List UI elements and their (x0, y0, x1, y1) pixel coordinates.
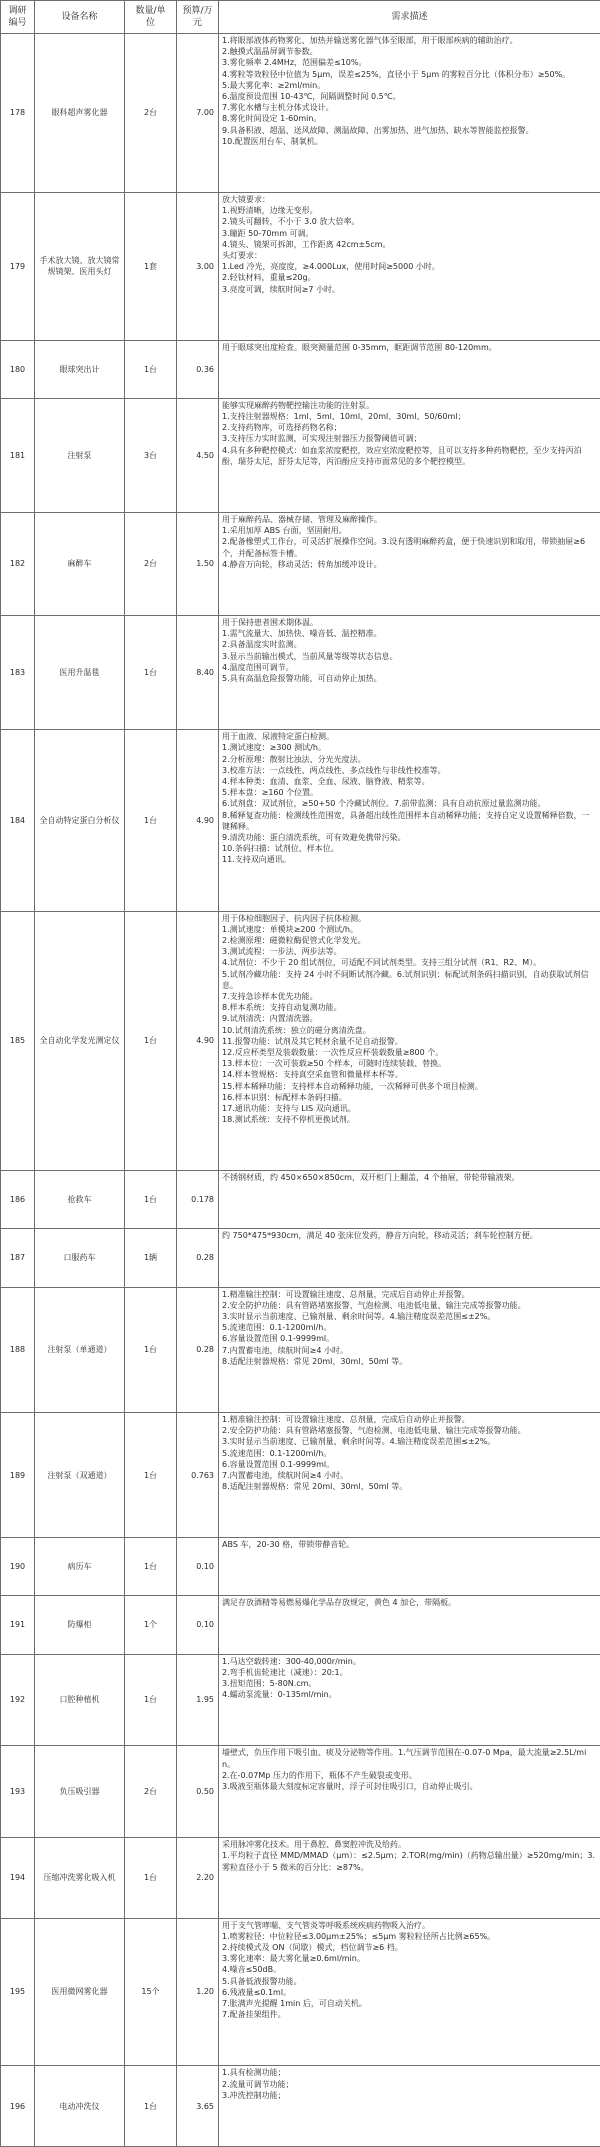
cell-qty: 1个 (125, 1596, 177, 1654)
cell-name: 医用升温毯 (35, 615, 125, 729)
desc-line: 3.冲洗控制功能； (222, 2090, 286, 2100)
cell-name: 口服药车 (35, 1229, 125, 1287)
desc-line: 3.支持压力实时监测，可实现注射器压力报警阈值可调； (222, 434, 422, 444)
cell-desc (219, 192, 600, 340)
cell-id: 192 (1, 1654, 35, 1746)
cell-id: 181 (1, 398, 35, 512)
cell-desc (219, 1918, 600, 2066)
cell-qty: 1台 (125, 615, 177, 729)
cell-id: 180 (1, 340, 35, 398)
desc-line: 3.显示当前输出模式，当前风量等级等状态信息。 (222, 651, 398, 661)
table-row (1, 1229, 600, 1287)
cell-name: 病历车 (35, 1538, 125, 1596)
desc-line: 7.内置蓄电池，续航时间≥4 小时。 (222, 1470, 348, 1480)
cell-desc (219, 1596, 600, 1654)
desc-line: 2.轻钛材料，重量≤20g。 (222, 273, 316, 283)
desc-line: 10.配置医用台车、制氧机。 (222, 136, 323, 146)
desc-line: 2.支持药物库，可选择药物名称； (222, 423, 342, 433)
cell-id: 186 (1, 1171, 35, 1229)
desc-line: 3.吸液至瓶体最大刻度标定容量时，浮子可封住吸引口，自动停止吸引。 (222, 1781, 478, 1791)
cell-desc (219, 1412, 600, 1537)
desc-line: 2.流量可调节功能； (222, 2079, 294, 2089)
desc-line: 用于体检细胞因子、抗内因子抗体检测。 (222, 913, 366, 923)
desc-line: 3.雾化速率：最大雾化量≥0.6ml/min。 (222, 1954, 365, 1964)
cell-budget: 8.40 (177, 615, 219, 729)
desc-line: 11.报警功能：试剂及其它耗材余量不足自动报警。 (222, 1036, 403, 1046)
desc-line: 8.样本系统：支持自动复测功能。 (222, 1003, 342, 1013)
cell-name: 负压吸引器 (35, 1746, 125, 1838)
cell-desc (219, 615, 600, 729)
table-row (1, 730, 600, 911)
desc-line: 1.马达空载转速：300-40,000r/min。 (222, 1656, 361, 1666)
desc-line: 18.测试系统：支持不停机更换试剂。 (222, 1115, 355, 1125)
cell-name: 注射泵 (35, 398, 125, 512)
desc-line: 用于血液、尿液特定蛋白检测。 (222, 732, 334, 742)
desc-line: 6.温度预设范围 10-43℃，间隔调整时间 0.5℃。 (222, 92, 401, 102)
cell-desc (219, 1171, 600, 1229)
cell-qty: 1台 (125, 1838, 177, 1919)
cell-budget: 0.36 (177, 340, 219, 398)
cell-id: 187 (1, 1229, 35, 1287)
cell-desc (219, 34, 600, 193)
cell-qty: 1台 (125, 340, 177, 398)
desc-line: 4.雾粒等效粒径中位值为 5μm，误差≤25%，直径小于 5μm 的雾粒百分比（体积分布）≥50%。 (222, 69, 571, 79)
desc-line: 2.安全防护功能：具有管路堵塞报警、气泡检测、电池低电量、输注完成等报警功能。 (222, 1426, 526, 1436)
desc-line: 7.内置蓄电池，续航时间≥4 小时。 (222, 1345, 348, 1355)
cell-name: 全自动特定蛋白分析仪 (35, 730, 125, 911)
table-row (1, 1287, 600, 1412)
desc-line: 4.蠕动泵流量：0-135ml/min。 (222, 1690, 337, 1700)
cell-id: 179 (1, 192, 35, 340)
cell-budget: 7.00 (177, 34, 219, 193)
header-desc: 需求描述 (219, 1, 600, 34)
cell-name: 口腔种植机 (35, 1654, 125, 1746)
desc-line: 16.样本识别：标配样本条码扫描。 (222, 1092, 347, 1102)
desc-line: 头灯要求： (222, 250, 262, 260)
desc-line: 1.Led 冷光，亮度度，≥4.000Lux，使用时间≥5000 小时。 (222, 262, 440, 272)
cell-id: 184 (1, 730, 35, 911)
desc-line: 2.检测原理：磁微粒酶促管式化学发光。 (222, 935, 366, 945)
cell-id: 185 (1, 911, 35, 1171)
desc-line: 7.胀满声光提醒 1min 后，可自动关机。 (222, 1999, 367, 2009)
cell-qty: 1台 (125, 730, 177, 911)
desc-line: 2.具备温度实时监测。 (222, 640, 302, 650)
cell-name: 注射泵（双通道） (35, 1412, 125, 1537)
desc-line: 6.容量设置范围 0.1-9999ml。 (222, 1459, 335, 1469)
table-header (1, 1, 600, 34)
desc-line: 4.噪音≤50dB。 (222, 1965, 282, 1975)
desc-line: 5.最大雾化率：≥2ml/min。 (222, 80, 326, 90)
header-id: 调研 编号 (1, 1, 35, 34)
table-row (1, 2066, 600, 2147)
cell-desc (219, 340, 600, 398)
cell-id: 194 (1, 1838, 35, 1919)
cell-id: 193 (1, 1746, 35, 1838)
cell-budget: 0.10 (177, 1596, 219, 1654)
desc-line: 4.镜头、镜架可拆卸，工作距离 42cm±5cm。 (222, 239, 391, 249)
table-row (1, 513, 600, 616)
desc-line: 9.具备积液、超温、送风故障、测温故障、出雾加热、进气加热、缺水等智能监控报警。 (222, 125, 534, 135)
table-row (1, 911, 600, 1171)
desc-line: 3.实时显示当前速度、已输剂量、剩余时间等。4.输注精度误差范围≤±2%。 (222, 1312, 496, 1321)
cell-budget: 3.65 (177, 2066, 219, 2147)
desc-line: 1.平均粒子直径 MMD/MMAD（μm）：≤2.5μm；2.TOR(mg/min)（药物总输出量）≥520mg/min；3.雾粒直径小于 5 微米的百分比：≥87%。 (222, 1851, 595, 1872)
cell-name: 麻醉车 (35, 513, 125, 616)
cell-desc (219, 513, 600, 616)
desc-line: 3.扭矩范围：5-80N.cm。 (222, 1679, 317, 1688)
desc-line: 1.精准输注控制：可设置输注速度、总剂量，完成后自动停止并报警。 (222, 1414, 470, 1424)
desc-line: 7.配备挂架组件。 (222, 2010, 286, 2020)
desc-line: 用于麻醉药品、器械存储、管理及麻醉操作。 (222, 515, 382, 525)
cell-name: 眼科超声雾化器 (35, 34, 125, 193)
desc-line: 13.样本位：一次可装载≥50 个样本，可随时连续装载、替换。 (222, 1059, 447, 1069)
cell-budget: 1.50 (177, 513, 219, 616)
cell-id: 190 (1, 1538, 35, 1596)
cell-budget: 0.763 (177, 1412, 219, 1537)
cell-id: 189 (1, 1412, 35, 1537)
cell-qty: 1台 (125, 911, 177, 1171)
desc-line: 满足存放酒精等易燃易爆化学品存放规定，黄色 4 加仑，带隔板。 (222, 1598, 457, 1608)
table-row (1, 1538, 600, 1596)
cell-desc (219, 1838, 600, 1919)
desc-line: 5.试剂冷藏功能：支持 24 小时不间断试剂冷藏。6.试剂识别：标配试剂条码扫描识别，自动获取试剂信息。 (222, 969, 589, 990)
cell-budget: 0.28 (177, 1229, 219, 1287)
desc-line: 3.亮度可调，续航时间≥7 小时。 (222, 284, 340, 294)
cell-desc (219, 1654, 600, 1746)
desc-line: 8.雾化时间设定 1-60min。 (222, 114, 322, 124)
cell-budget: 1.20 (177, 1918, 219, 2066)
desc-line: ABS 车，20-30 格，带锁带静音轮。 (222, 1540, 355, 1550)
desc-line: 5.具备低液报警功能。 (222, 1976, 302, 1986)
cell-qty: 1套 (125, 192, 177, 340)
cell-qty: 1台 (125, 2066, 177, 2147)
cell-name: 医用微网雾化器 (35, 1918, 125, 2066)
cell-qty: 2台 (125, 1746, 177, 1838)
desc-line: 11.支持双向通讯。 (222, 855, 291, 865)
desc-line: 用于保持患者围术期体温。 (222, 617, 318, 627)
desc-line: 3.实时显示当前速度、已输剂量、剩余时间等。4.输注精度误差范围≤±2%。 (222, 1437, 496, 1447)
cell-desc (219, 1287, 600, 1412)
desc-line: 4.静音万向轮，移动灵活；转角加缓冲设计。 (222, 559, 382, 569)
cell-name: 眼球突出计 (35, 340, 125, 398)
cell-budget: 0.50 (177, 1746, 219, 1838)
table-row (1, 340, 600, 398)
table-row (1, 1746, 600, 1838)
cell-desc (219, 730, 600, 911)
table-row (1, 398, 600, 512)
desc-line: 6.残液量≤0.1ml。 (222, 1987, 292, 1997)
desc-line: 10.条码扫描：试剂位、样本位。 (222, 844, 339, 854)
desc-line: 8.适配注射器规格：常见 20ml、30ml、50ml 等。 (222, 1356, 408, 1366)
desc-line: 5.样本盘：≥160 个位置。 (222, 788, 319, 798)
table-row (1, 1412, 600, 1537)
cell-id: 182 (1, 513, 35, 616)
desc-line: 2.持续模式及 ON（间歇）模式，档位调节≥6 档。 (222, 1943, 403, 1953)
cell-name: 防爆柜 (35, 1596, 125, 1654)
cell-budget: 4.90 (177, 911, 219, 1171)
table-row (1, 1654, 600, 1746)
desc-line: 1.具有检测功能； (222, 2068, 286, 2078)
table-row (1, 1596, 600, 1654)
cell-budget: 1.95 (177, 1654, 219, 1746)
desc-line: 1.视野清晰，边缘无变形。 (222, 206, 318, 216)
cell-budget: 0.28 (177, 1287, 219, 1412)
cell-budget: 0.10 (177, 1538, 219, 1596)
cell-id: 191 (1, 1596, 35, 1654)
cell-desc (219, 1229, 600, 1287)
cell-qty: 1台 (125, 1171, 177, 1229)
desc-line: 2.触摸式温晶屏调节参数。 (222, 47, 318, 57)
desc-line: 不锈钢材质，约 450×650×850cm，双开柜门上翻盖，4 个抽屉，带轮带输液架。 (222, 1173, 520, 1183)
desc-line: 12.反应杯类型及装载数量：一次性反应杯装载数量≥800 个。 (222, 1047, 444, 1057)
cell-budget: 3.00 (177, 192, 219, 340)
header-name: 设备名称 (35, 1, 125, 34)
desc-line: 用于眼球突出度检查。眼突测量范围 0-35mm，眶距调节范围 80-120mm。 (222, 342, 497, 352)
cell-name: 全自动化学发光测定仪 (35, 911, 125, 1171)
desc-line: 10.试剂清洗系统：独立的磁分离清洗盘。 (222, 1025, 371, 1035)
cell-id: 196 (1, 2066, 35, 2147)
cell-desc (219, 398, 600, 512)
desc-line: 4.试剂位：不少于 20 组试剂位，可适配不同试剂类型。支持三组分试剂（R1、R2、M）。 (222, 958, 542, 968)
desc-line: 9.试剂清洗：内置清洗器。 (222, 1014, 318, 1024)
desc-line: 9.清洗功能：蛋白清洗系统，可有效避免携带污染。 (222, 832, 406, 842)
cell-budget: 2.20 (177, 1838, 219, 1919)
cell-qty: 1台 (125, 1412, 177, 1537)
desc-line: 放大镜要求： (222, 194, 270, 204)
cell-budget: 4.90 (177, 730, 219, 911)
cell-desc (219, 911, 600, 1171)
cell-budget: 0.178 (177, 1171, 219, 1229)
desc-line: 7.支持急诊样本优先功能。 (222, 991, 318, 1001)
desc-line: 8.适配注射器规格：常见 20ml、30ml、50ml 等。 (222, 1482, 408, 1492)
desc-line: 1.采用加厚 ABS 台面，坚固耐用。 (222, 526, 347, 536)
desc-line: 3.校准方法：一点线性、两点线性、多点线性与非线性校准等。 (222, 765, 446, 775)
desc-line: 1.支持注射器规格：1ml、5ml、10ml、20ml、30ml、50/60ml； (222, 412, 466, 422)
desc-line: 5.流速范围：0.1-1200ml/h。 (222, 1323, 332, 1333)
desc-line: 3.测试流程：一步法、两步法等。 (222, 947, 342, 957)
desc-line: 5.流速范围：0.1-1200ml/h。 (222, 1448, 332, 1458)
table-row (1, 1838, 600, 1919)
cell-name: 电动冲洗仪 (35, 2066, 125, 2147)
cell-desc (219, 1538, 600, 1596)
desc-line: 4.样本种类：血清、血浆、全血、尿液、脑脊液、精浆等。 (222, 776, 430, 786)
desc-line: 墙壁式，负压作用下吸引血、痰及分泌物等作用。1.气压调节范围在-0.07-0 Mpa，最大流量≥2.5L/min。 (222, 1748, 587, 1769)
desc-line: 4.具有多种靶控模式：如血浆浓度靶控，效应室浓度靶控等，且可以支持多种药物靶控，至少支持丙泊酚，瑞芬太尼，舒芬太尼等，丙泊酚应支持市面常见的多个靶控模型。 (222, 445, 582, 466)
desc-line: 8.稀释复查功能：检测线性范围宽，具备超出线性范围样本自动稀释功能；支持自定义设置稀释倍数，一键稀释。 (222, 810, 590, 831)
cell-name: 注射泵（单通道） (35, 1287, 125, 1412)
cell-name: 压缩冲洗雾化吸入机 (35, 1838, 125, 1919)
desc-line: 1.精准输注控制：可设置输注速度、总剂量，完成后自动停止并报警。 (222, 1289, 470, 1299)
cell-id: 195 (1, 1918, 35, 2066)
desc-line: 能够实现麻醉药物靶控输注功能的注射泵。 (222, 400, 374, 410)
cell-budget: 4.50 (177, 398, 219, 512)
cell-qty: 2台 (125, 34, 177, 193)
desc-line: 2.配备橡塑式工作台，可灵活扩展操作空间。3.设有透明麻醉药盒，便于快速识别和取用，带锁抽屉≥6 个，并配备标签卡槽。 (222, 537, 586, 558)
cell-qty: 1台 (125, 1287, 177, 1412)
cell-qty: 1台 (125, 1538, 177, 1596)
header-qty: 数量/单 位 (125, 1, 177, 34)
cell-qty: 15个 (125, 1918, 177, 2066)
desc-line: 14.样本管规格：支持真空采血管和微量样本杯等。 (222, 1070, 403, 1080)
desc-line: 2.分析原理：散射比浊法、分光光度法。 (222, 754, 366, 764)
desc-line: 5.具有高温危险报警功能，可自动停止加热。 (222, 674, 382, 683)
desc-line: 1.测试速度：≥300 测试/h。 (222, 743, 326, 753)
cell-desc (219, 1746, 600, 1838)
cell-id: 188 (1, 1287, 35, 1412)
desc-line: 1.将眼部液体药物雾化、加热并输送雾化器气体至眼部，用于眼部疾病的辅助治疗。 (222, 36, 518, 45)
cell-qty: 1台 (125, 1654, 177, 1746)
cell-qty: 2台 (125, 513, 177, 616)
desc-line: 15.样本稀释功能：支持样本自动稀释功能，一次稀释可供多个项目检测。 (222, 1081, 483, 1091)
desc-line: 17.通讯功能：支持与 LIS 双向通讯。 (222, 1103, 356, 1113)
table-row (1, 34, 600, 193)
desc-line: 7.雾化水槽与主机分体式设计。 (222, 103, 334, 113)
table-row (1, 615, 600, 729)
cell-qty: 1辆 (125, 1229, 177, 1287)
cell-id: 178 (1, 34, 35, 193)
desc-line: 3.瞳距 50-70mm 可调。 (222, 228, 314, 238)
table-row (1, 192, 600, 340)
cell-name: 手术放大镜、放大镜常规镜架、医用头灯 (35, 192, 125, 340)
desc-line: 3.雾化频率 2.4MHz，范围偏差≤10%。 (222, 58, 367, 68)
cell-desc (219, 2066, 600, 2147)
header-budget: 预算/万 元 (177, 1, 219, 34)
desc-line: 2.镜头可翻转，不小于 3.0 放大倍率。 (222, 217, 360, 227)
table-row (1, 1171, 600, 1229)
cell-qty: 3台 (125, 398, 177, 512)
desc-line: 1.测试速度：单模块≥200 个测试/h。 (222, 924, 358, 934)
cell-name: 抢救车 (35, 1171, 125, 1229)
desc-line: 约 750*475*930cm，满足 40 张床位发药，静音万向轮，移动灵活；刹车轮控制方便。 (222, 1231, 538, 1241)
table-body (1, 34, 600, 2147)
desc-line: 用于支气管哮喘、支气管炎等呼吸系统疾病药物吸入治疗。 (222, 1920, 430, 1930)
table-row (1, 1918, 600, 2066)
desc-line: 1.需气流量大、加热快、噪音低、温控精准。 (222, 629, 382, 639)
desc-line: 2.弯手机齿轮速比（减速）：20:1。 (222, 1667, 348, 1677)
desc-line: 采用脉冲雾化技术。用于鼻腔、鼻窦腔冲洗及给药。 (222, 1840, 406, 1850)
desc-line: 2.安全防护功能：具有管路堵塞报警、气泡检测、电池低电量、输注完成等报警功能。 (222, 1300, 526, 1310)
desc-line: 6.容量设置范围 0.1-9999ml。 (222, 1334, 335, 1344)
desc-line: 1.喷雾粒径：中位粒径≤3.00μm±25%；≤5μm 雾粒粒径所占比例≥65%。 (222, 1931, 496, 1941)
desc-line: 6.试剂盘：双试剂位，≥50+50 个冷藏试剂位。7.前带监测：具有自动抗原过量监测功能。 (222, 799, 546, 809)
desc-line: 2.在-0.07Mp 压力的作用下，瓶体不产生破裂或变形。 (222, 1770, 417, 1780)
desc-line: 4.温度范围可调节。 (222, 662, 294, 672)
cell-id: 183 (1, 615, 35, 729)
